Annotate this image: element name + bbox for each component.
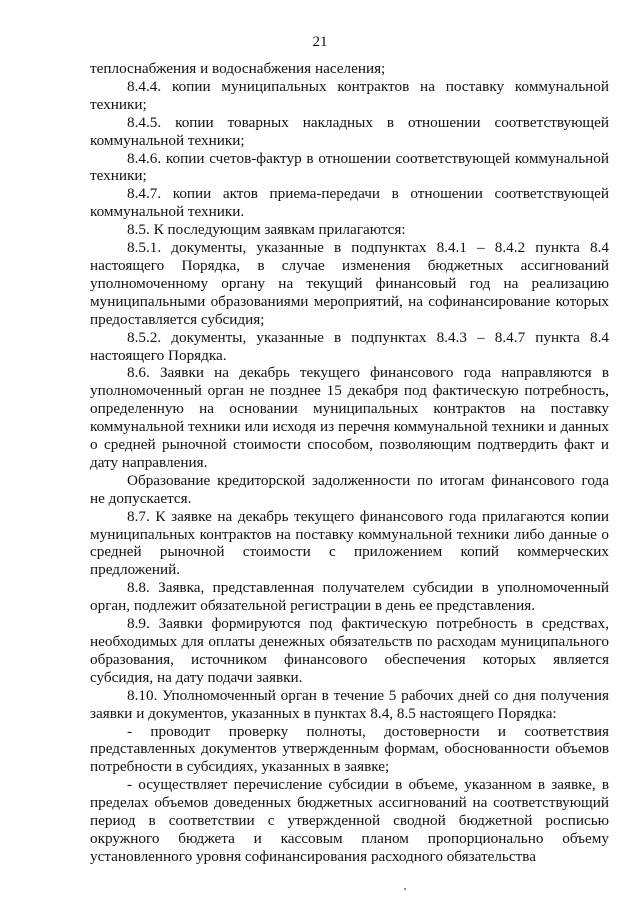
body-text <box>90 60 609 866</box>
paragraph: 8.5. К последующим заявкам прилагаются: <box>127 221 406 239</box>
paragraph: Образование кредиторской задолженности по итогам финансового года не допускается. <box>90 471 609 507</box>
paragraph: 8.8. Заявка, представленная получателем субсидии в уполномоченный орган, подлежит обязательной регистрации в день ее представления. <box>90 579 609 615</box>
paragraph: 8.4.4. копии муниципальных контрактов на поставку коммунальной техники; <box>90 77 609 113</box>
paragraph: - осуществляет перечисление субсидии в объеме, указанном в заявке, в пределах объемов доведенных бюджетных ассигнований на соответствующий период в соответствии с утвержденной сводной бюджетной росписью окружного бюджета и кассовым планом пропорционально объему установленного уровня софинансирования расходного обязательства <box>90 776 609 865</box>
paragraph: - проводит проверку полноты, достоверности и соответствия представленных документов утвержденным формам, обоснованности объемов потребности в субсидиях, указанных в заявке; <box>90 722 609 776</box>
paragraph: 8.7. К заявке на декабрь текущего финансового года прилагаются копии муниципальных контрактов на поставку коммунальной техники либо данные о средней рыночной стоимости с приложением копий коммерческих предложений. <box>90 507 609 579</box>
paragraph: 8.6. Заявки на декабрь текущего финансового года направляются в уполномоченный орган не позднее 15 декабря под фактическую потребность, определенную на основании муниципальных контрактов на поставку коммунальной техники или исходя из перечня коммунальной техники и данных о средней рыночной стоимости способом, позволяющим подтвердить факт и дату направления. <box>90 364 609 471</box>
paragraph: 8.9. Заявки формируются под фактическую потребность в средствах, необходимых для оплаты денежных обязательств по расходам муниципального образования, источником финансового обеспечения которых является субсидия, на дату подачи заявки. <box>90 615 609 686</box>
paragraph: 8.4.6. копии счетов-фактур в отношении соответствующей коммунальной техники; <box>90 149 609 185</box>
paragraph: 8.4.7. копии актов приема-передачи в отношении соответствующей коммунальной техники. <box>90 185 609 221</box>
scan-speck <box>404 888 406 890</box>
paragraph: 8.5.1. документы, указанные в подпунктах 8.4.1 – 8.4.2 пункта 8.4 настоящего Порядка, в случае изменения бюджетных ассигнований уполномоченному органу на текущий финансовый год на реализацию муниципальными образованиями мероприятий, на софинансирование которых предоставляется субсидия; <box>90 239 609 328</box>
paragraph: 8.10. Уполномоченный орган в течение 5 рабочих дней со дня получения заявки и документов, указанных в пунктах 8.4, 8.5 настоящего Порядка: <box>90 686 609 722</box>
page-number: 21 <box>312 34 328 50</box>
paragraph: 8.5.2. документы, указанные в подпунктах 8.4.3 – 8.4.7 пункта 8.4 настоящего Порядка. <box>90 328 609 364</box>
paragraph: 8.4.5. копии товарных накладных в отношении соответствующей коммунальной техники; <box>90 113 609 149</box>
paragraph: теплоснабжения и водоснабжения населения; <box>90 60 386 77</box>
